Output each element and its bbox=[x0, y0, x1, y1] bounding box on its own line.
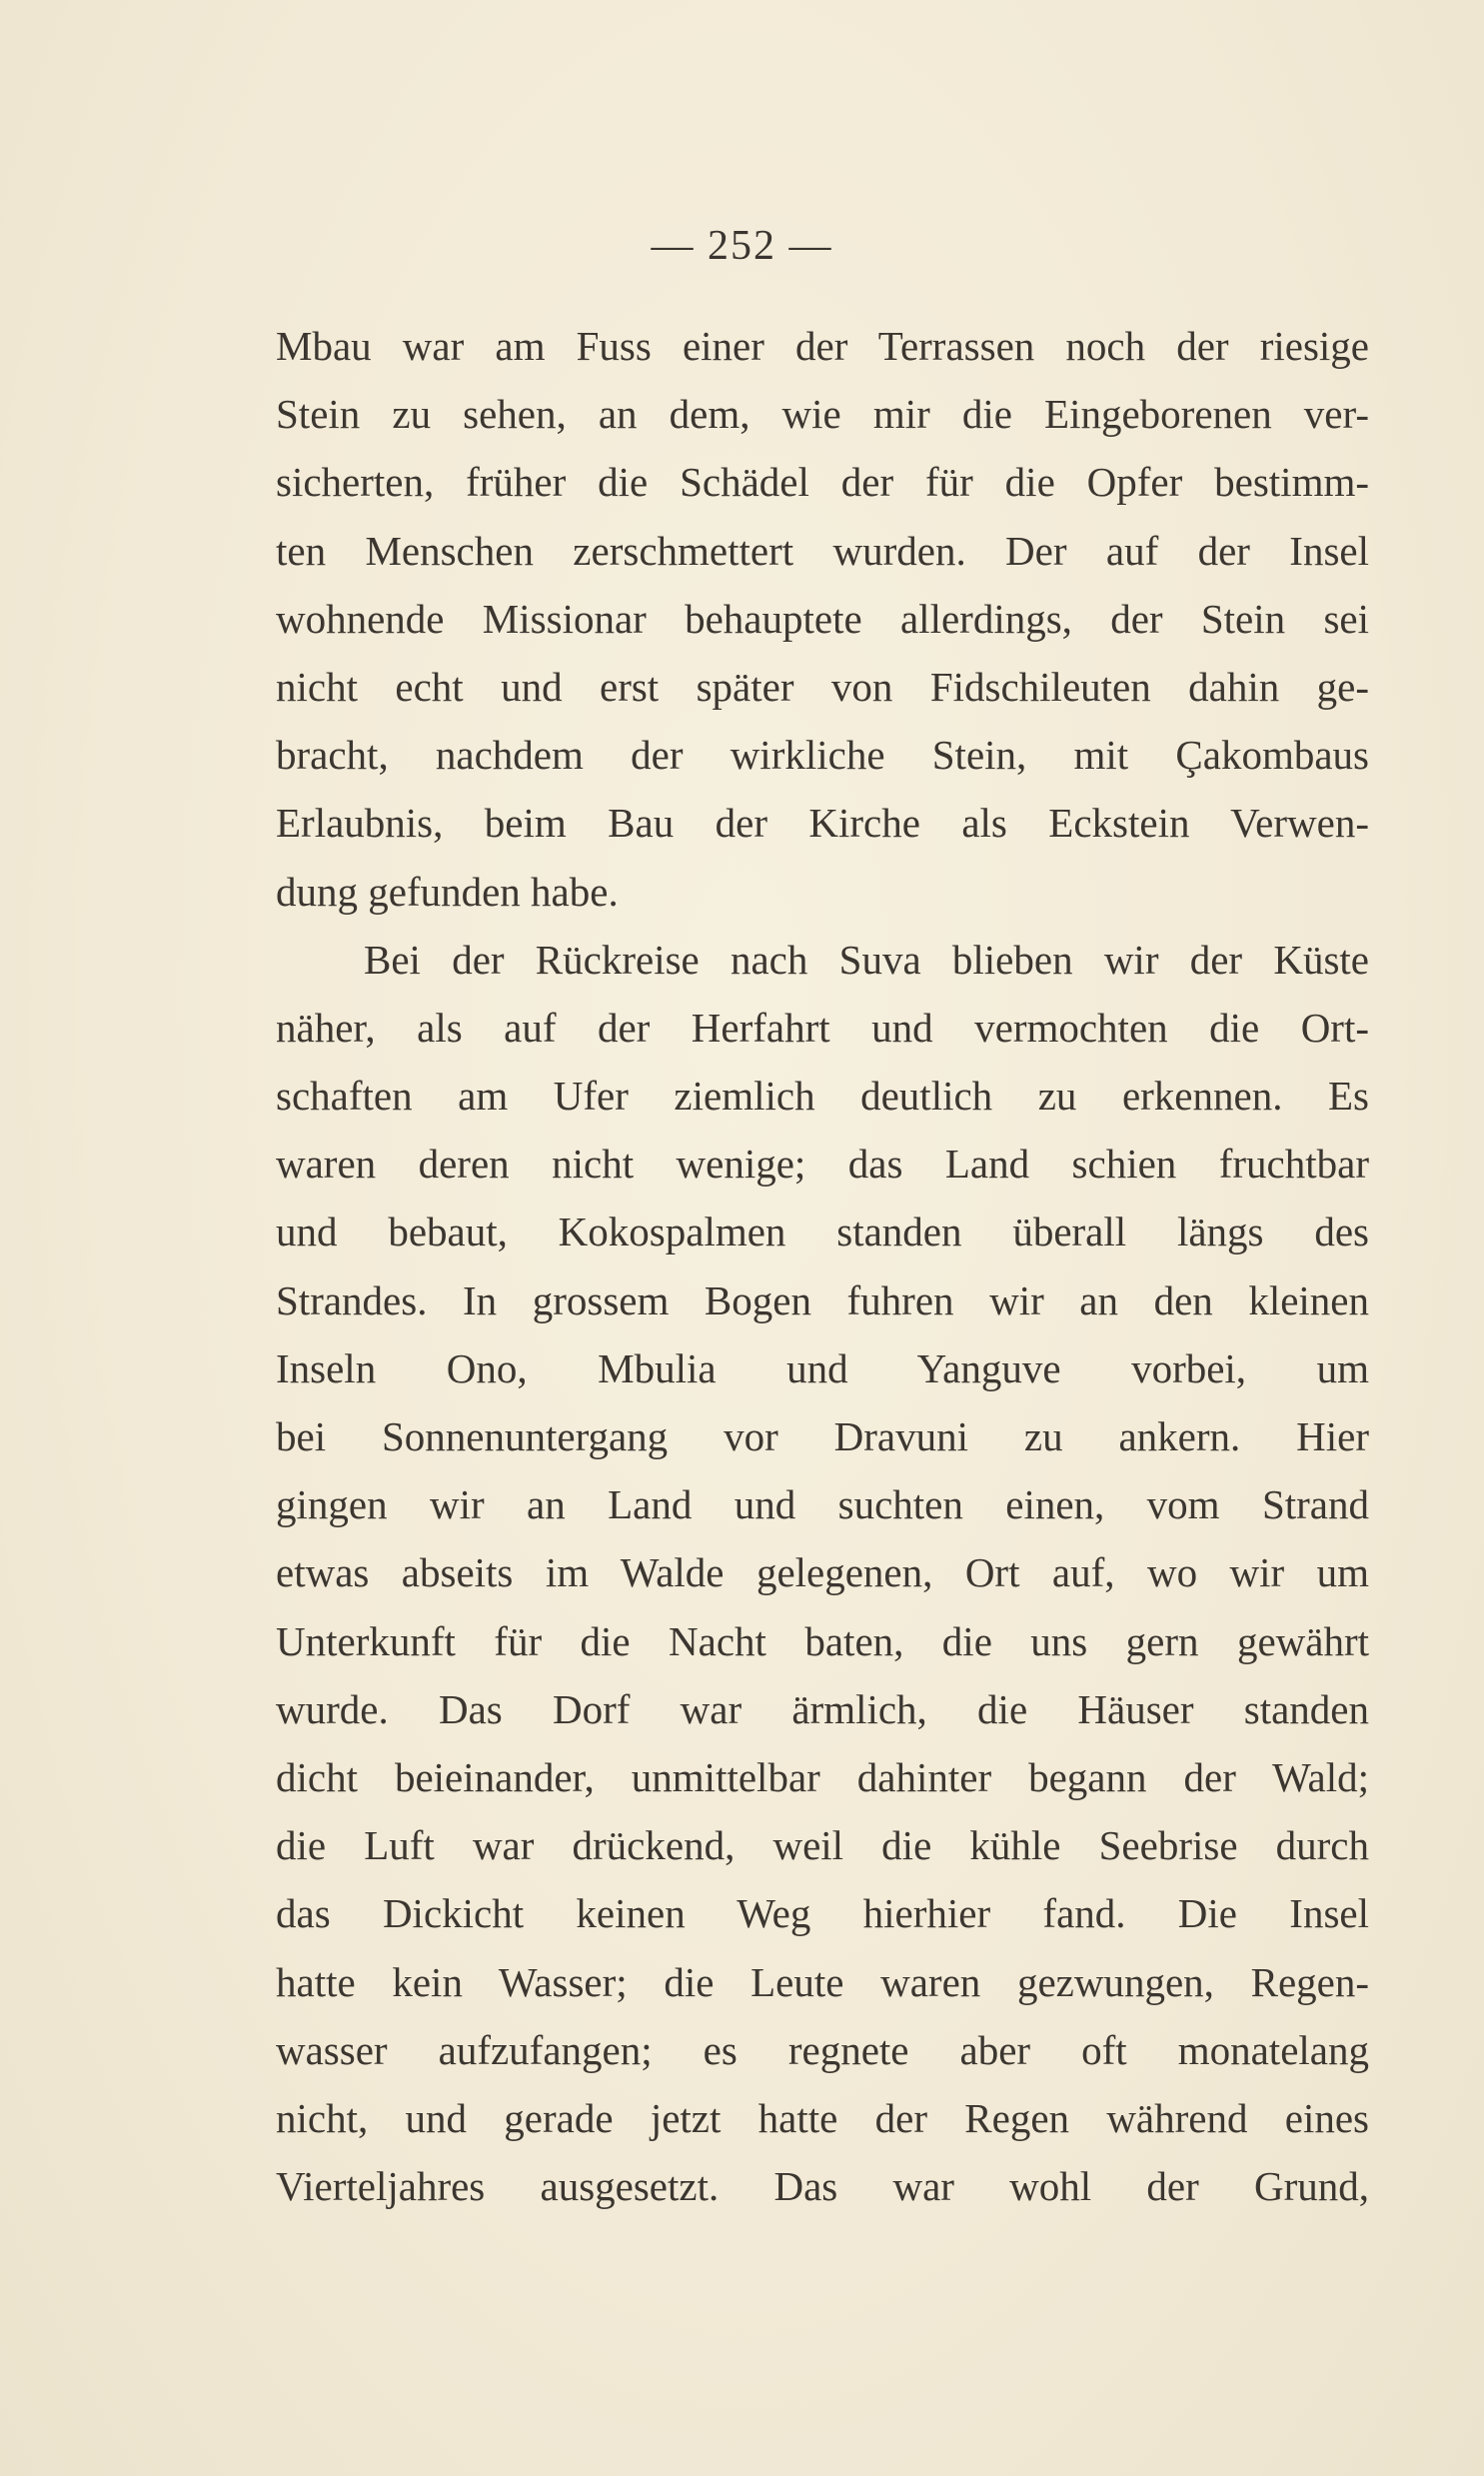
text-line: bei Sonnenuntergang vor Dravuni zu ankern. Hier bbox=[276, 1413, 1369, 1459]
text-line: Bei der Rückreise nach Suva blieben wir der Küste bbox=[364, 936, 1369, 983]
text-line: schaften am Ufer ziemlich deutlich zu erkennen. Es bbox=[276, 1073, 1369, 1120]
text-line: Mbau war am Fuss einer der Terrassen noch der riesige bbox=[276, 323, 1369, 369]
text-line: und bebaut, Kokospalmen standen überall längs des bbox=[276, 1209, 1369, 1255]
page-number: — 252 — bbox=[651, 223, 833, 269]
text-line: die Luft war drückend, weil die kühle Seebrise durch bbox=[276, 1822, 1369, 1869]
text-line: wurde. Das Dorf war ärmlich, die Häuser standen bbox=[276, 1685, 1369, 1732]
text-line: dicht beieinander, unmittelbar dahinter begann der Wald; bbox=[276, 1753, 1369, 1800]
text-line: näher, als auf der Herfahrt und vermochten die Ort- bbox=[276, 1004, 1369, 1051]
text-line: hatte kein Wasser; die Leute waren gezwungen, Regen- bbox=[276, 1958, 1369, 2005]
text-line: etwas abseits im Walde gelegenen, Ort auf, wo wir um bbox=[276, 1549, 1369, 1596]
text-line: gingen wir an Land und suchten einen, vom Strand bbox=[276, 1481, 1369, 1528]
text-line: das Dickicht keinen Weg hierhier fand. Die Insel bbox=[276, 1890, 1369, 1937]
text-line: ten Menschen zerschmettert wurden. Der auf der Insel bbox=[276, 527, 1369, 574]
text-line: wohnende Missionar behauptete allerdings, der Stein sei bbox=[276, 595, 1369, 642]
text-line: Inseln Ono, Mbulia und Yanguve vorbei, um bbox=[276, 1344, 1369, 1391]
text-line: nicht echt und erst später von Fidschileuten dahin ge- bbox=[276, 663, 1369, 710]
text-line: dung gefunden habe. bbox=[276, 868, 619, 915]
text-line: nicht, und gerade jetzt hatte der Regen während eines bbox=[276, 2094, 1369, 2141]
text-line: bracht, nachdem der wirkliche Stein, mit Çakombaus bbox=[276, 732, 1369, 779]
text-line: Stein zu sehen, an dem, wie mir die Eingeborenen ver- bbox=[276, 391, 1369, 438]
text-line: Unterkunft für die Nacht baten, die uns gern gewährt bbox=[276, 1617, 1369, 1664]
text-line: Strandes. In grossem Bogen fuhren wir an den kleinen bbox=[276, 1276, 1369, 1323]
text-line: wasser aufzufangen; es regnete aber oft monatelang bbox=[276, 2026, 1369, 2073]
text-line: waren deren nicht wenige; das Land schien fruchtbar bbox=[276, 1141, 1369, 1188]
text-line: Erlaubnis, beim Bau der Kirche als Eckstein Verwen- bbox=[276, 800, 1369, 847]
text-line: sicherten, früher die Schädel der für die Opfer bestimm- bbox=[276, 459, 1369, 506]
text-line: Vierteljahres ausgesetzt. Das war wohl der Grund, bbox=[276, 2163, 1369, 2210]
body-text bbox=[276, 312, 1369, 2220]
